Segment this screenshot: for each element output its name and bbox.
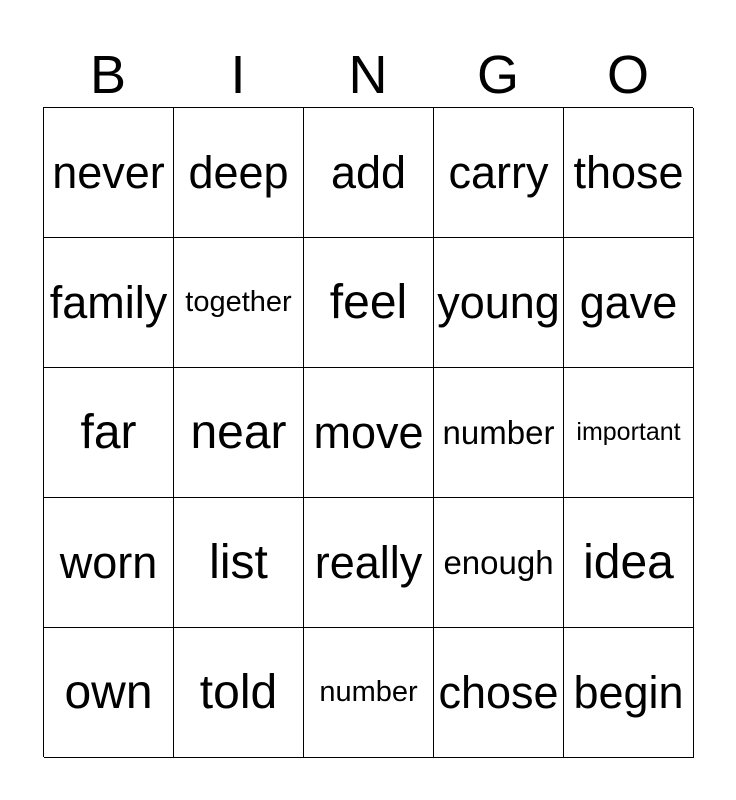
cell-word: together (185, 286, 292, 318)
bingo-board (43, 107, 693, 757)
cell-word: carry (448, 147, 549, 198)
cell-word: list (209, 535, 268, 589)
bingo-cell[interactable] (564, 108, 694, 238)
bingo-cell[interactable] (304, 108, 434, 238)
cell-word: really (314, 537, 423, 588)
cell-word: family (49, 277, 168, 328)
cell-word: far (80, 405, 137, 459)
bingo-cell[interactable] (434, 108, 564, 238)
bingo-header (43, 44, 693, 106)
cell-word: near (190, 405, 287, 459)
bingo-cell[interactable] (564, 628, 694, 758)
bingo-cell[interactable] (434, 238, 564, 368)
header-letter-n: N (348, 45, 388, 105)
bingo-cell[interactable] (564, 238, 694, 368)
bingo-cell[interactable] (304, 368, 434, 498)
bingo-cell[interactable] (44, 108, 174, 238)
bingo-cell[interactable] (304, 238, 434, 368)
bingo-cell[interactable] (44, 498, 174, 628)
cell-word: worn (59, 537, 158, 588)
cell-word: deep (188, 147, 289, 198)
cell-word: gave (579, 277, 678, 328)
bingo-cell[interactable] (174, 628, 304, 758)
bingo-cell[interactable] (304, 498, 434, 628)
cell-word: number (319, 676, 418, 708)
cell-word: number (442, 414, 555, 451)
cell-word: feel (329, 275, 408, 329)
bingo-cell[interactable] (174, 498, 304, 628)
cell-word: young (437, 277, 560, 328)
cell-word: move (313, 407, 424, 458)
cell-word: idea (583, 535, 674, 589)
header-letter-b: B (89, 45, 127, 105)
cell-word: add (330, 147, 407, 198)
cell-word: told (199, 665, 278, 719)
bingo-cell[interactable] (564, 368, 694, 498)
bingo-cell[interactable] (174, 368, 304, 498)
bingo-cell[interactable] (434, 628, 564, 758)
bingo-cell[interactable] (434, 498, 564, 628)
bingo-cell[interactable] (174, 108, 304, 238)
header-letter-g: G (476, 45, 519, 105)
cell-word: enough (443, 544, 554, 581)
bingo-cell[interactable] (434, 368, 564, 498)
bingo-cell[interactable] (44, 238, 174, 368)
header-letter-i: I (230, 45, 246, 105)
cell-word: begin (573, 667, 684, 718)
cell-word: chose (438, 667, 559, 718)
cell-word: important (576, 418, 681, 446)
bingo-cell[interactable] (564, 498, 694, 628)
bingo-cell[interactable] (44, 368, 174, 498)
header-letter-o: O (606, 45, 649, 105)
bingo-cell[interactable] (304, 628, 434, 758)
cell-word: own (64, 665, 153, 719)
cell-word: never (52, 147, 165, 198)
bingo-cell[interactable] (44, 628, 174, 758)
cell-word: those (573, 147, 684, 198)
bingo-cell[interactable] (174, 238, 304, 368)
